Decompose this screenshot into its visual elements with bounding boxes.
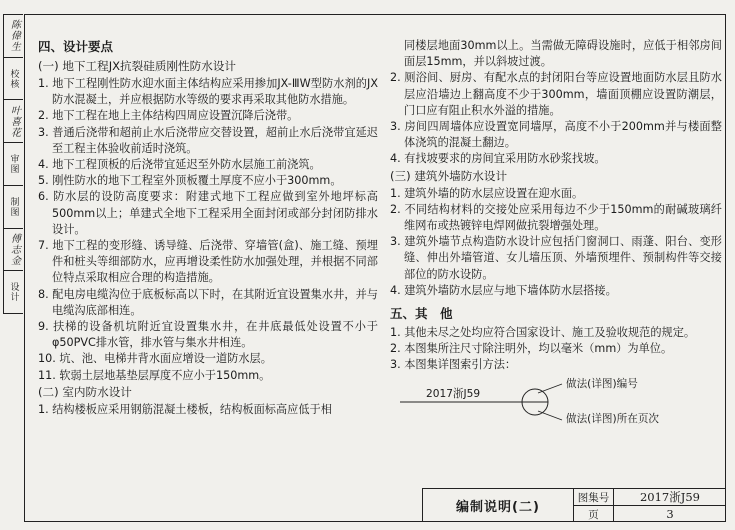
title-block-grid [574,489,726,522]
list-item: 6. 防水层的设防高度要求：附建式地下工程应做到室外地坪标高500mm以上；单建式全地下工程采用全面封闭或部分封闭防排水设计。 [38,190,378,236]
index-symbol-graphic [390,378,720,428]
list-item: 1. 其他未尽之处均应符合国家设计、施工及验收规范的规定。 [390,326,696,340]
signature-designer: 傅志金 [4,229,23,272]
list-item: 3. 本图集详图索引方法： [390,358,517,372]
list-item: 8. 配电房电缆沟位于底板标高以下时，在其附近宜设置集水井，并与电缆沟底部相连。 [38,287,378,317]
label-check: 校核 [4,58,23,101]
list-item: 2. 厕浴间、厨房、有配水点的封闭阳台等应设置地面防水层且防水层应沿墙边上翻高度不少于300mm，墙面顶棚应设置防潮层，门口应有阻止积水外溢的措施。 [390,71,722,117]
signature-checker: 叶喜花 [4,100,23,143]
list-item: 2. 不同结构材料的交接处应采用每边不少于150mm的耐碱玻璃纤维网布或热镀锌电焊网做抗裂增强处理。 [390,202,722,233]
list-item: 2. 本图集所注尺寸除注明外，均以毫米（mm）为单位。 [390,342,673,356]
label-review: 审图 [4,143,23,186]
list-item: 7. 地下工程的变形缝、诱导缝、后浇带、穿墙管(盒)、施工缝、预埋件和桩头等细部防水，应再增设柔性防水加强处理，并根据不同部位特点采取相应合理的构造措施。 [38,239,378,285]
list-item: 1. 结构楼板应采用钢筋混凝土楼板，结构板面标高应低于相 [38,402,332,416]
left-column [38,38,378,418]
list-item: 10. 坑、池、电梯井背水面应增设一道防水层。 [38,352,272,366]
label-drafting: 制图 [4,186,23,229]
atlas-number-value: 2017浙J59 [614,489,726,506]
page-caption: 页 [574,506,614,522]
list-item: 1. 地下工程刚性防水迎水面主体结构应采用掺加JX-ⅢW型防水剂的JX防水混凝土，并应根据防水等级的要求再采取其他防水措施。 [38,77,378,107]
list-item: 9. 扶梯的设备机坑附近宜设置集水井，在井底最低处设置不小于φ50PVC排水管，排水管与集水井相连。 [38,320,378,350]
subsection-1-title: (一) 地下工程JX抗裂硅质刚性防水设计 [38,59,237,73]
list-item: 4. 建筑外墙防水层应与地下墙体防水层搭接。 [390,283,617,297]
subsection-3-title: (三) 建筑外墙防水设计 [390,168,508,183]
atlas-number-caption: 图集号 [574,489,614,506]
page-number-value: 3 [666,507,674,521]
detail-number-label: 做法(详图)编号 [566,377,638,390]
list-item: 5. 刚性防水的地下工程室外顶板覆土厚度不应小于300mm。 [38,174,342,188]
signature-approver: 陈偉生 [4,15,23,58]
detail-page-label: 做法(详图)所在页次 [566,412,660,425]
detail-index-diagram [390,378,720,428]
list-item: 4. 地下工程顶板的后浇带宜延迟至外防水层施工前浇筑。 [38,158,321,172]
list-item: 3. 建筑外墙节点构造防水设计应包括门窗洞口、雨蓬、阳台、变形缝、伸出外墙管道、女儿墙压顶、外墙预埋件、预制构件等交接部位的防水设防。 [390,235,722,281]
section-5-title: 五、其 他 [390,306,453,322]
atlas-number-label: 2017浙J59 [426,387,481,400]
list-item: 4. 有找坡要求的房间宜采用防水砂浆找坡。 [390,152,606,166]
subsection-2-title: (二) 室内防水设计 [38,384,132,399]
signature-strip [3,14,23,314]
label-design: 设计 [8,282,19,303]
right-column [390,38,722,428]
sheet-title: 编制说明(二) [423,489,574,522]
list-item: 3. 房间四周墙体应设置宽同墙厚，高度不小于200mm并与楼面整体浇筑的混凝土翻边。 [390,120,722,150]
list-item: 3. 普通后浇带和超前止水后浇带应交替设置，超前止水后浇带宜延迟至工程主体验收前适时浇筑。 [38,125,378,155]
list-item: 2. 地下工程在地上主体结构四周应设置沉降后浇带。 [38,109,299,123]
title-block [422,488,726,522]
list-item: 11. 软弱土层地基垫层厚度不应小于150mm。 [38,368,271,382]
section-4-title: 四、设计要点 [38,39,114,54]
list-item: 1. 建筑外墙的防水层应设置在迎水面。 [390,186,584,200]
list-item-continuation: 同楼层地面30mm以上。当需做无障碍设施时，应低于相邻房间面层15mm，并以斜坡过渡。 [404,39,722,69]
